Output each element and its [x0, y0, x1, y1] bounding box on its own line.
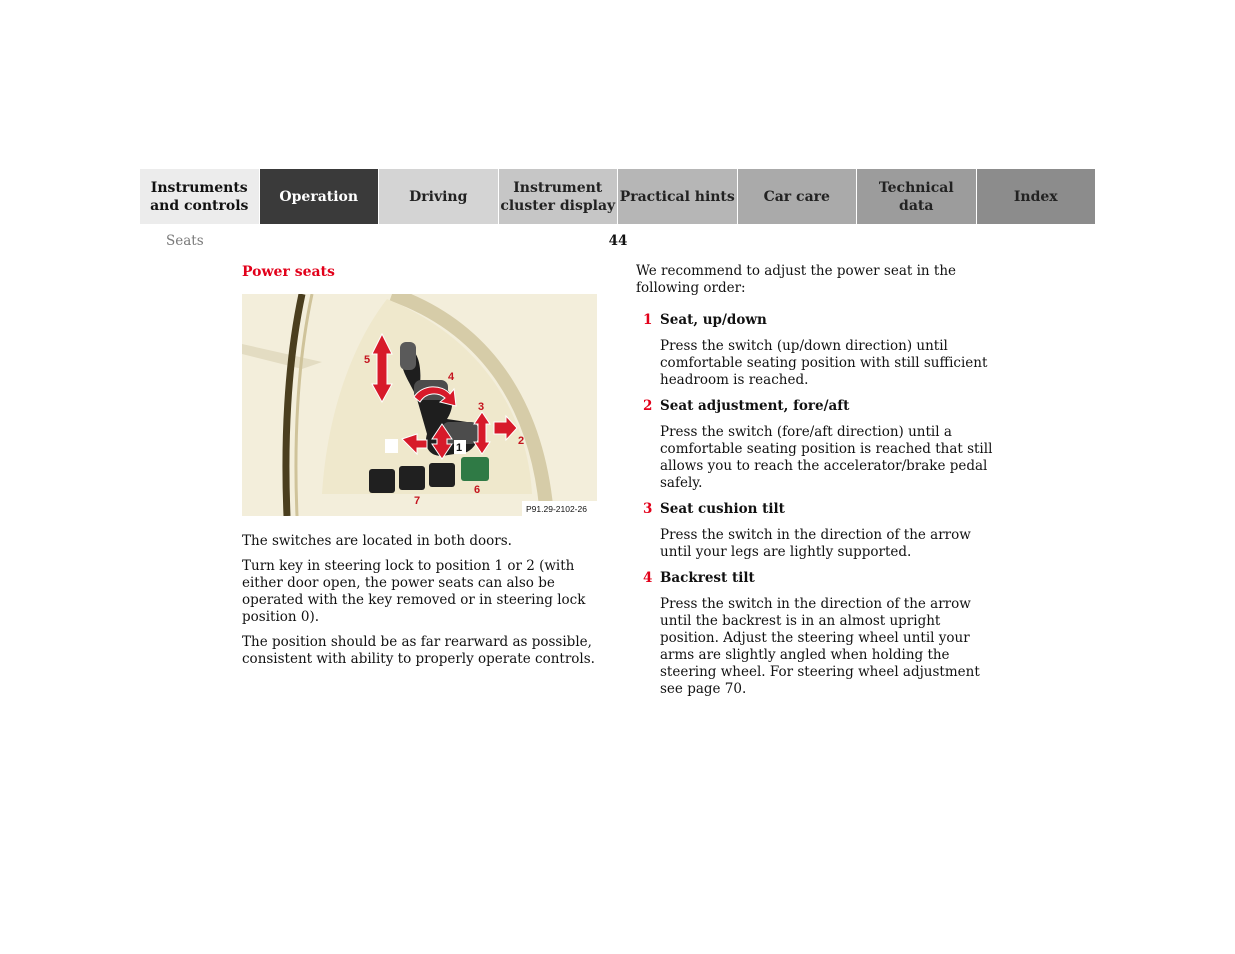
- figure-reference: P91.29-2102-26: [526, 504, 587, 514]
- step-text: Press the switch (fore/aft direction) until a comfortable seating position is reached that still allows you to reach the accelerator/brake pedal safely.: [660, 424, 993, 491]
- step-title: Seat adjustment, fore/aft: [660, 398, 850, 414]
- step-backrest-tilt: [636, 570, 996, 698]
- memory-button[interactable]: [429, 463, 455, 487]
- step-text: Press the switch in the direction of the arrow until the backrest is in an almost upright position. Adjust the steering wheel until your arms are slightly angled when holding the steering wheel. For steering wheel adjustment see page 70.: [660, 596, 980, 697]
- step-seat-up-down: [636, 312, 996, 389]
- callout-3: 3: [478, 401, 485, 413]
- paragraph: The switches are located in both doors.: [242, 533, 512, 549]
- step-number: 2: [643, 398, 653, 414]
- paragraph: The position should be as far rearward as possible, consistent with ability to properly operate controls.: [242, 634, 595, 667]
- step-title: Seat cushion tilt: [660, 501, 785, 517]
- left-column: [242, 263, 602, 676]
- step-seat-fore-aft: [636, 398, 996, 492]
- intro-text: We recommend to adjust the power seat in the following order:: [636, 263, 957, 296]
- power-seat-switch-illustration: [242, 294, 597, 516]
- tab-instruments-and-controls[interactable]: Instruments and controls: [140, 169, 260, 224]
- tab-car-care[interactable]: Car care: [738, 169, 858, 224]
- callout-blank: [385, 439, 398, 453]
- tab-index[interactable]: Index: [977, 169, 1096, 224]
- step-text: Press the switch in the direction of the arrow until your legs are lightly supported.: [660, 527, 971, 560]
- right-column: [636, 263, 996, 707]
- memory-button[interactable]: [369, 469, 395, 493]
- callout-5: 5: [364, 354, 371, 366]
- tab-driving[interactable]: Driving: [379, 169, 499, 224]
- paragraph: Turn key in steering lock to position 1 or 2 (with either door open, the power seats can also be operated with the key removed or in steering lock position 0).: [242, 558, 586, 625]
- step-title: Backrest tilt: [660, 570, 755, 586]
- callout-6: 6: [474, 484, 481, 496]
- step-number: 4: [643, 570, 653, 586]
- callout-2: 2: [518, 435, 525, 447]
- tab-operation[interactable]: Operation: [260, 169, 380, 224]
- step-title: Seat, up/down: [660, 312, 767, 328]
- step-number: 3: [643, 501, 653, 517]
- memory-button[interactable]: [399, 466, 425, 490]
- tab-practical-hints[interactable]: Practical hints: [618, 169, 738, 224]
- callout-7: 7: [414, 495, 421, 507]
- memory-store-button[interactable]: [461, 457, 489, 481]
- step-text: Press the switch (up/down direction) until comfortable seating position with still sufficient headroom is reached.: [660, 338, 988, 388]
- callout-4: 4: [448, 371, 455, 383]
- page-number: 44: [608, 233, 628, 249]
- callout-1: 1: [456, 442, 463, 454]
- tab-technical-data[interactable]: Technical data: [857, 169, 977, 224]
- tab-instrument-cluster-display[interactable]: Instrument cluster display: [499, 169, 619, 224]
- step-seat-cushion-tilt: [636, 501, 996, 561]
- section-heading: Power seats: [242, 264, 335, 280]
- step-number: 1: [643, 312, 653, 328]
- chapter-tabs: [140, 169, 1095, 224]
- section-label: Seats: [166, 233, 204, 249]
